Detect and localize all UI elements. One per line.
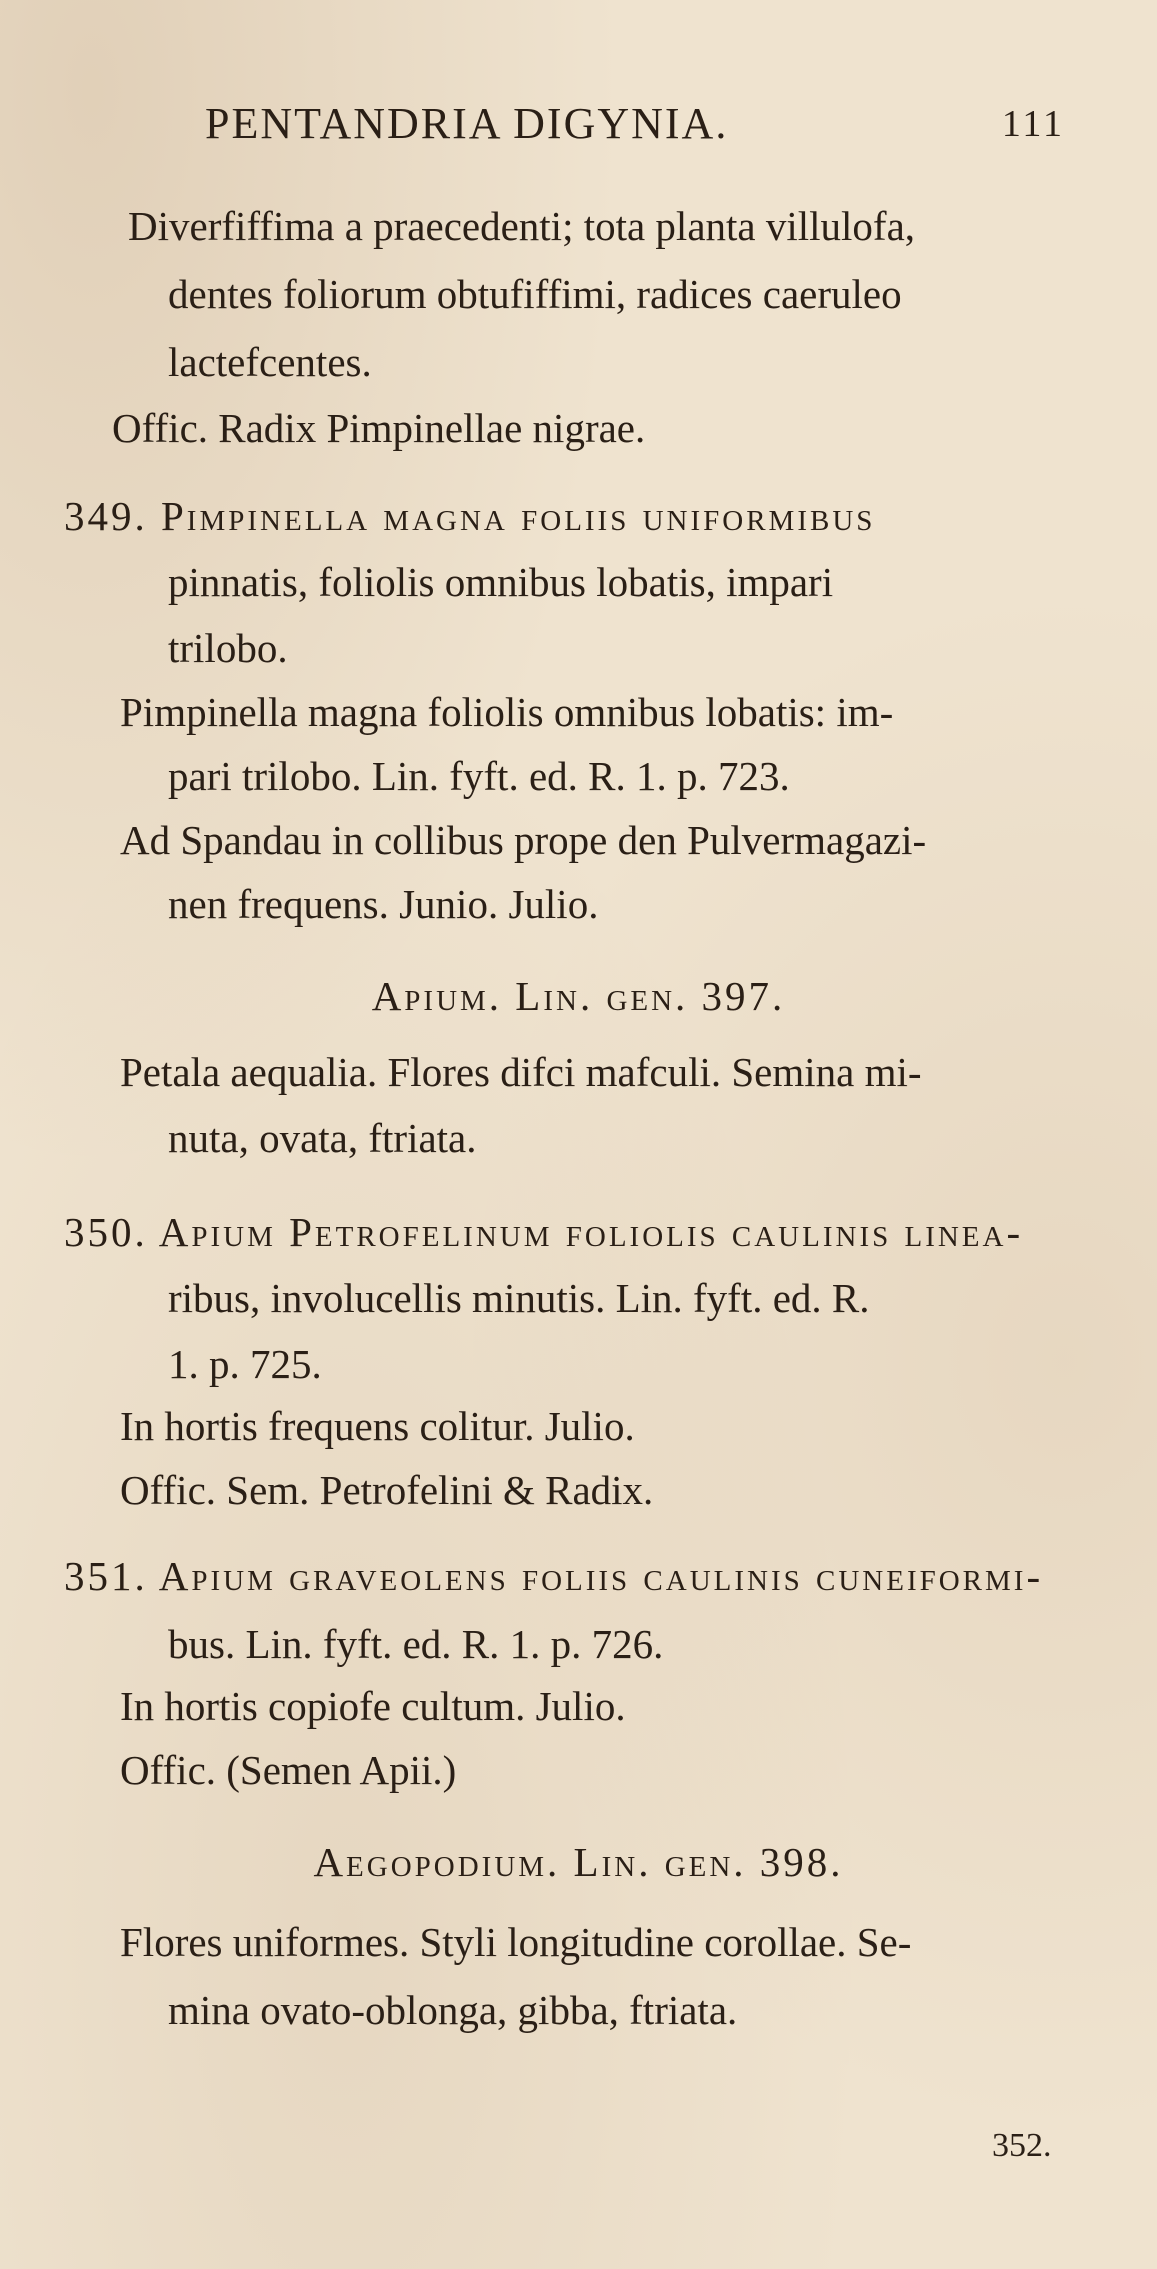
- text-line: 1. p. 725.: [168, 1341, 322, 1387]
- text-line: In hortis copiofe cultum. Julio.: [120, 1683, 626, 1729]
- text-line: Offic. Sem. Petrofelini & Radix.: [120, 1467, 654, 1513]
- text-line: Flores uniformes. Styli longitudine corollae. Se-: [120, 1919, 912, 1965]
- text-line: nuta, ovata, ftriata.: [168, 1115, 477, 1161]
- species-entry-350: 350. Apium Petrofelinum foliolis caulinis linea-: [64, 1209, 1024, 1255]
- text-line: Offic. Radix Pimpinellae nigrae.: [112, 405, 646, 451]
- text-line: ribus, involucellis minutis. Lin. fyft. ed. R.: [168, 1275, 870, 1321]
- text-line: Diverfiffima a praecedenti; tota planta villulofa,: [128, 203, 916, 249]
- species-entry-349: 349. Pimpinella magna foliis uniformibus: [64, 493, 876, 539]
- species-entry-351: 351. Apium graveolens foliis caulinis cuneiformi-: [64, 1553, 1044, 1599]
- text-line: nen frequens. Junio. Julio.: [168, 881, 599, 927]
- genus-heading-apium: Apium. Lin. gen. 397.: [371, 973, 786, 1019]
- running-header: [205, 98, 1085, 158]
- text-line: pari trilobo. Lin. fyft. ed. R. 1. p. 723.: [168, 753, 790, 799]
- page-number: 111: [1001, 103, 1065, 145]
- text-line: lactefcentes.: [168, 339, 372, 385]
- text-line: Offic. (Semen Apii.): [120, 1747, 457, 1793]
- text-line: Petala aequalia. Flores difci mafculi. Semina mi-: [120, 1049, 922, 1095]
- text-line: Ad Spandau in collibus prope den Pulvermagazi-: [120, 817, 927, 863]
- text-line: Pimpinella magna foliolis omnibus lobatis: im-: [120, 689, 894, 735]
- text-line: bus. Lin. fyft. ed. R. 1. p. 726.: [168, 1621, 664, 1667]
- text-line: dentes foliorum obtufiffimi, radices caeruleo: [168, 271, 902, 317]
- text-line: pinnatis, foliolis omnibus lobatis, impari: [168, 559, 834, 605]
- catchword: 352.: [992, 2127, 1052, 2164]
- text-line: mina ovato-oblonga, gibba, ftriata.: [168, 1987, 738, 2033]
- text-line: trilobo.: [168, 625, 288, 671]
- header-title: PENTANDRIA DIGYNIA.: [205, 99, 729, 148]
- genus-heading-aegopodium: Aegopodium. Lin. gen. 398.: [313, 1839, 844, 1885]
- text-line: In hortis frequens colitur. Julio.: [120, 1403, 635, 1449]
